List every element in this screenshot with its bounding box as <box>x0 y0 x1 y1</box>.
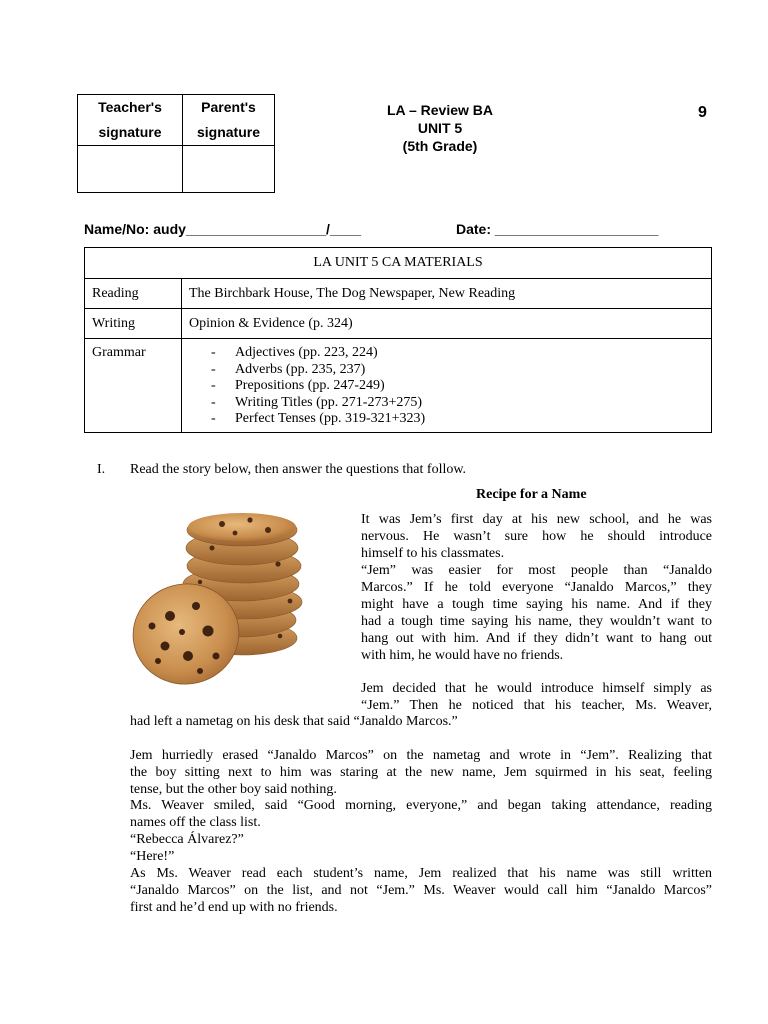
story-title: Recipe for a Name <box>476 487 587 502</box>
teacher-signature-label: Teacher's signature <box>78 95 183 146</box>
row-value: Opinion & Evidence (p. 324) <box>182 309 712 339</box>
signature-box <box>77 94 275 193</box>
list-item: - Adjectives (pp. 223, 224) <box>211 345 704 362</box>
title-line-2: UNIT 5 <box>417 120 463 136</box>
table-row <box>85 309 712 339</box>
list-item: - Prepositions (pp. 247-249) <box>211 378 704 395</box>
date-field[interactable]: Date: _____________________ <box>456 221 659 237</box>
materials-table-title: LA UNIT 5 CA MATERIALS <box>85 248 712 279</box>
story-line: “Janaldo Marcos” on the list, and not “Jem.” Ms. Weaver would call him “Janaldo Marcos” <box>130 883 712 898</box>
story-line: had left a nametag on his desk that said “Janaldo Marcos.” <box>130 714 458 729</box>
story-line: “Jem” was easier for most people than “Janaldo <box>361 563 712 578</box>
story-line: tense, but the other boy said nothing. <box>130 782 337 797</box>
title-line-1: LA – Review BA <box>386 102 494 118</box>
story-line: with him, he would have no friends. <box>361 648 564 663</box>
story-line: first and he’d end up with no friends. <box>130 900 338 915</box>
grammar-list <box>189 345 704 428</box>
cookie-stack-image <box>130 506 308 686</box>
title-line-3: (5th Grade) <box>402 138 478 154</box>
name-field[interactable]: Name/No: audy__________________/____ <box>84 221 362 237</box>
section-number: I. <box>97 462 106 477</box>
story-line: might have a tough time saying his name. And if they <box>361 597 712 612</box>
story-line: nervous. He wasn’t sure how he should introduce <box>361 529 712 544</box>
story-line: himself to his classmates. <box>361 546 505 561</box>
row-label: Grammar <box>85 339 182 433</box>
story-line: the boy sitting next to him was staring at the new name, Jem squirmed in his seat, feeling <box>130 765 712 780</box>
parent-signature-label: Parent's signature <box>183 95 275 146</box>
table-row <box>85 339 712 433</box>
grammar-list-cell <box>182 339 712 433</box>
story-line: “Here!” <box>130 849 175 864</box>
teacher-signature-field[interactable] <box>78 146 183 193</box>
list-item: - Writing Titles (pp. 271-273+275) <box>211 395 704 412</box>
list-item: - Adverbs (pp. 235, 237) <box>211 362 704 379</box>
story-line: Jem hurriedly erased “Janaldo Marcos” on the nametag and wrote in “Jem”. Realizing that <box>130 748 712 763</box>
story-line: Ms. Weaver smiled, said “Good morning, everyone,” and began taking attendance, reading <box>130 798 712 813</box>
instruction-text: Read the story below, then answer the questions that follow. <box>130 462 467 477</box>
section-instruction <box>97 462 466 478</box>
row-label: Writing <box>85 309 182 339</box>
story-line: “Rebecca Álvarez?” <box>130 832 244 847</box>
story-line: As Ms. Weaver read each student’s name, Jem realized that his name was still written <box>130 866 712 881</box>
story-line: hang out with him. And if they didn’t want to hang out <box>361 631 712 646</box>
story-line: “Jem.” Then he noticed that his teacher, Ms. Weaver, <box>361 698 712 713</box>
story-line: Marcos.” If he told everyone “Janaldo Marcos,” they <box>361 580 712 595</box>
story-line: It was Jem’s first day at his new school, and he was <box>361 512 712 527</box>
story-line: names off the class list. <box>130 815 261 830</box>
worksheet-title <box>360 101 520 155</box>
table-row <box>85 279 712 309</box>
row-label: Reading <box>85 279 182 309</box>
row-value: The Birchbark House, The Dog Newspaper, New Reading <box>182 279 712 309</box>
page-number: 9 <box>698 104 707 121</box>
story-line: had a tough time saying his name, they wouldn’t want to <box>361 614 712 629</box>
story-line: Jem decided that he would introduce himself simply as <box>361 681 712 696</box>
parent-signature-field[interactable] <box>183 146 275 193</box>
list-item: - Perfect Tenses (pp. 319-321+323) <box>211 411 704 428</box>
materials-table <box>84 247 712 433</box>
